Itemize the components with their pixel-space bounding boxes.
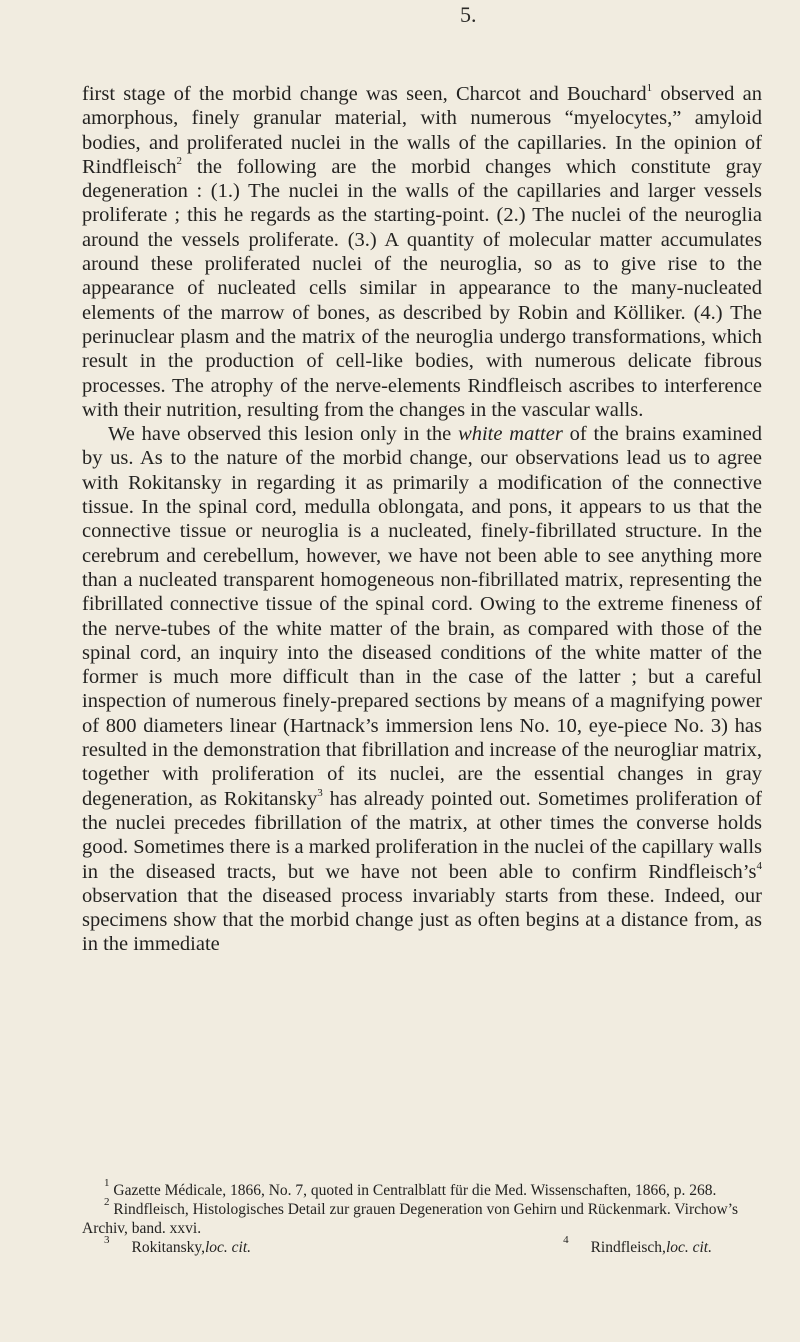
page-number: 5. (460, 2, 477, 27)
text-run: We have observed this lesion only in the (108, 423, 459, 446)
footnote-1 (82, 1177, 762, 1200)
footnote-mark: 3 (104, 1234, 110, 1246)
footnote-mark: 2 (104, 1196, 110, 1208)
text-run: first stage of the morbid change was seen, Charcot and Bouchard (82, 83, 647, 105)
text-run: the following are the morbid changes which constitute gray degeneration : (1.) The nuclei in the walls of the capillaries and larger vessels proliferate ; this he regards as the starting-point. (2.) The nuclei of the neuroglia around the vessels proliferate. (3.) A quantity of molecular matter accumulates around these proliferated nuclei of the neuroglia, so as to give rise to the appearance of nucleated cells similar in appearance to the many-nucleated elements of the marrow of bones, as described by Robin and Kölliker. (4.) The perinuclear plasm and the matrix of the neuroglia undergo transformations, which result in the production of cell-like bodies, with numerous delicate fibrous processes. The atrophy of the nerve-elements Rindfleisch ascribes to interference with their nutrition, resulting from the changes in the vascular walls. (82, 155, 762, 421)
footnotes (82, 1177, 762, 1257)
text-run: of the brains examined by us. As to the nature of the morbid change, our observations lead us to agree with Rokitansky in regarding it as primarily a modification of the connective tissue. In the spinal cord, medulla oblongata, and pons, it appears to us that the connective tissue or neuroglia is a nucleated, finely-fibrillated structure. In the cerebrum and cerebellum, however, we have not been able to see anything more than a nucleated transparent homogeneous non-fibrillated matrix, representing the fibrillated connective tissue of the spinal cord. Owing to the extreme fineness of the nerve-tubes of the white matter of the brain, as compared with those of the spinal cord, an inquiry into the diseased conditions of the white matter of the former is much more difficult than in the case of the latter ; but a careful inspection of numerous finely-prepared sections by means of a magnifying power of 800 diameters linear (Hartnack’s immersion lens No. 10, eye-piece No. 3) has resulted in the demonstration that fibrillation and increase of the neurogliar matrix, together with proliferation of its nuclei, are the essential changes in gray degeneration, as Rokitansky (82, 423, 763, 810)
footnote-3 (82, 1234, 252, 1257)
footnote-citation: loc. cit. (665, 1239, 712, 1256)
footnote-4 (541, 1234, 712, 1257)
footnote-2 (82, 1196, 762, 1238)
paragraph (82, 82, 762, 422)
footnote-citation: loc. cit. (204, 1239, 252, 1256)
footnote-text: Rindfleisch, Histologisches Detail zur grauen Degeneration von Gehirn und Rückenmark. Virchow’s Archiv, band. xxvi. (82, 1201, 739, 1237)
body-text (82, 82, 762, 957)
footnote-mark: 4 (563, 1234, 569, 1246)
text-run: has already pointed out. Sometimes proliferation of the nuclei precedes fibrillation of the matrix, at other times the converse holds good. Sometimes there is a marked proliferation in the nuclei of the capillary walls in the diseased tracts, but we have not been able to confirm Rindfleisch’s (82, 787, 762, 883)
text-run: observation that the diseased process invariably starts from these. Indeed, our specimens show that the morbid change just as often begins at a distance from, as in the immediate (82, 884, 762, 956)
footnote-ref-1: 1 (646, 82, 653, 94)
footnote-text: Rindfleisch, (590, 1239, 666, 1256)
text-run: observed an amorphous, finely granular material, with numerous “myelocytes,” amyloid bodies, and proliferated nuclei in the walls of the capillaries. In the opinion of Rindfleisch (82, 83, 762, 178)
footnote-ref-3: 3 (317, 786, 323, 799)
paragraph (82, 422, 762, 957)
footnote-ref-4: 4 (756, 859, 762, 872)
emphasis: white matter (458, 423, 563, 446)
footnote-text: Gazette Médicale, 1866, No. 7, quoted in Centralblatt für die Med. Wissenschaften, 1866, p. 268. (109, 1182, 717, 1199)
footnote-mark: 1 (104, 1177, 110, 1189)
footnote-ref-2: 2 (176, 154, 183, 167)
footnote-text: Rokitansky, (131, 1239, 205, 1256)
footnote-row (82, 1234, 762, 1257)
